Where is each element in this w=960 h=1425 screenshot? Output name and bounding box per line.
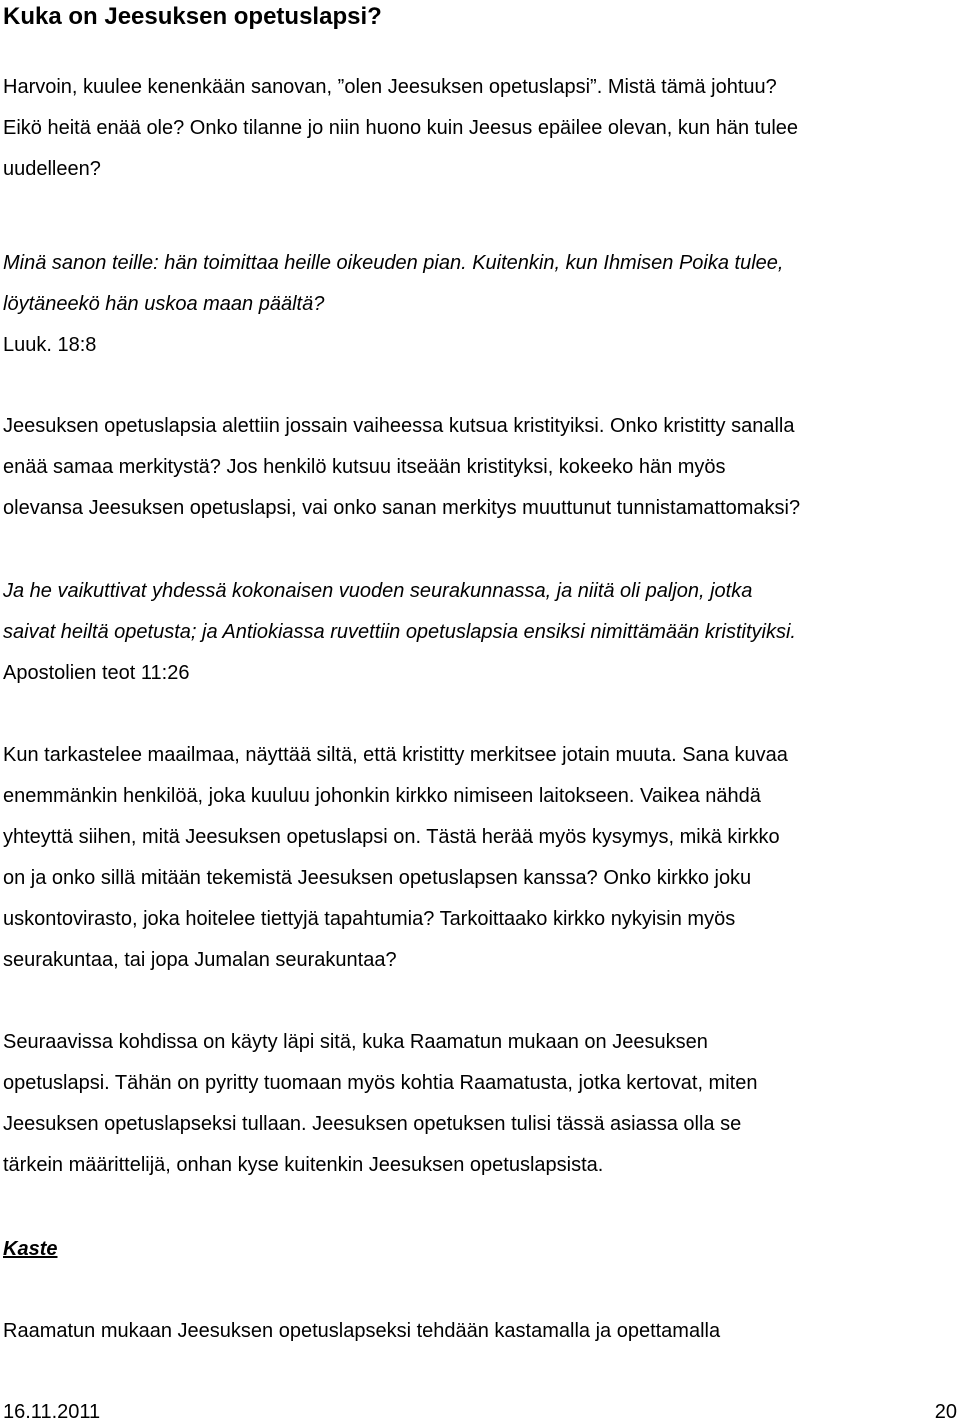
section-heading-kaste: Kaste bbox=[3, 1238, 58, 1260]
quote-reference-acts bbox=[3, 653, 957, 694]
text-line: Jeesuksen opetuslapseksi tullaan. Jeesuksen opetuksen tulisi tässä asiassa olla se bbox=[3, 1113, 742, 1135]
text-line: uudelleen? bbox=[3, 158, 101, 180]
quote-line: saivat heiltä opetusta; ja Antiokiassa ruvettiin opetuslapsia ensiksi nimittämään kristityiksi. bbox=[3, 621, 796, 643]
text-line: enää samaa merkitystä? Jos henkilö kutsuu itseään kristityksi, kokeeko hän myös bbox=[3, 456, 726, 478]
quote-line: löytäneekö hän uskoa maan päältä? bbox=[3, 293, 325, 315]
quote-line: Minä sanon teille: hän toimittaa heille oikeuden pian. Kuitenkin, kun Ihmisen Poika tulee, bbox=[3, 252, 784, 274]
text-line: Jeesuksen opetuslapsia alettiin jossain vaiheessa kutsua kristityiksi. Onko kristitty sanalla bbox=[3, 415, 795, 437]
text-line: enemmänkin henkilöä, joka kuuluu johonkin kirkko nimiseen laitokseen. Vaikea nähdä bbox=[3, 785, 761, 807]
text-line: olevansa Jeesuksen opetuslapsi, vai onko sanan merkitys muuttunut tunnistamattomaksi? bbox=[3, 497, 801, 519]
quote-line: Ja he vaikuttivat yhdessä kokonaisen vuoden seurakunnassa, ja niitä oli paljon, jotka bbox=[3, 580, 753, 602]
text-line: Raamatun mukaan Jeesuksen opetuslapseksi tehdään kastamalla ja opettamalla bbox=[3, 1320, 721, 1342]
text-line: seurakuntaa, tai jopa Jumalan seurakuntaa? bbox=[3, 949, 397, 971]
text-line: Kun tarkastelee maailmaa, näyttää siltä, että kristitty merkitsee jotain muuta. Sana kuvaa bbox=[3, 744, 788, 766]
text-line: Eikö heitä enää ole? Onko tilanne jo niin huono kuin Jeesus epäilee olevan, kun hän tulee bbox=[3, 117, 799, 139]
church-paragraph bbox=[3, 735, 957, 981]
footer-page-number: 20 bbox=[934, 1401, 957, 1423]
reference-text: Apostolien teot 11:26 bbox=[3, 662, 190, 684]
text-line: Seuraavissa kohdissa on käyty läpi sitä, kuka Raamatun mukaan on Jeesuksen bbox=[3, 1031, 708, 1053]
text-line: opetuslapsi. Tähän on pyritty tuomaan myös kohtia Raamatusta, jotka kertovat, miten bbox=[3, 1072, 758, 1094]
document-title: Kuka on Jeesuksen opetuslapsi? bbox=[3, 3, 382, 30]
text-line: Harvoin, kuulee kenenkään sanovan, ”olen Jeesuksen opetuslapsi”. Mistä tämä johtuu? bbox=[3, 76, 777, 98]
following-points-paragraph bbox=[3, 1022, 957, 1186]
intro-paragraph bbox=[3, 67, 957, 190]
text-line: yhteyttä siihen, mitä Jeesuksen opetuslapsi on. Tästä herää myös kysymys, mikä kirkko bbox=[3, 826, 780, 848]
christian-meaning-paragraph bbox=[3, 406, 957, 529]
baptism-paragraph bbox=[3, 1311, 957, 1352]
quote-reference-luke bbox=[3, 325, 957, 366]
text-line: uskontovirasto, joka hoitelee tiettyjä tapahtumia? Tarkoittaako kirkko nykyisin myös bbox=[3, 908, 736, 930]
bible-quote-luke bbox=[3, 243, 957, 325]
reference-text: Luuk. 18:8 bbox=[3, 334, 97, 356]
footer-date: 16.11.2011 bbox=[3, 1401, 101, 1423]
text-line: tärkein määrittelijä, onhan kyse kuitenkin Jeesuksen opetuslapsista. bbox=[3, 1154, 604, 1176]
text-line: on ja onko sillä mitään tekemistä Jeesuksen opetuslapsen kanssa? Onko kirkko joku bbox=[3, 867, 752, 889]
bible-quote-acts bbox=[3, 571, 957, 653]
